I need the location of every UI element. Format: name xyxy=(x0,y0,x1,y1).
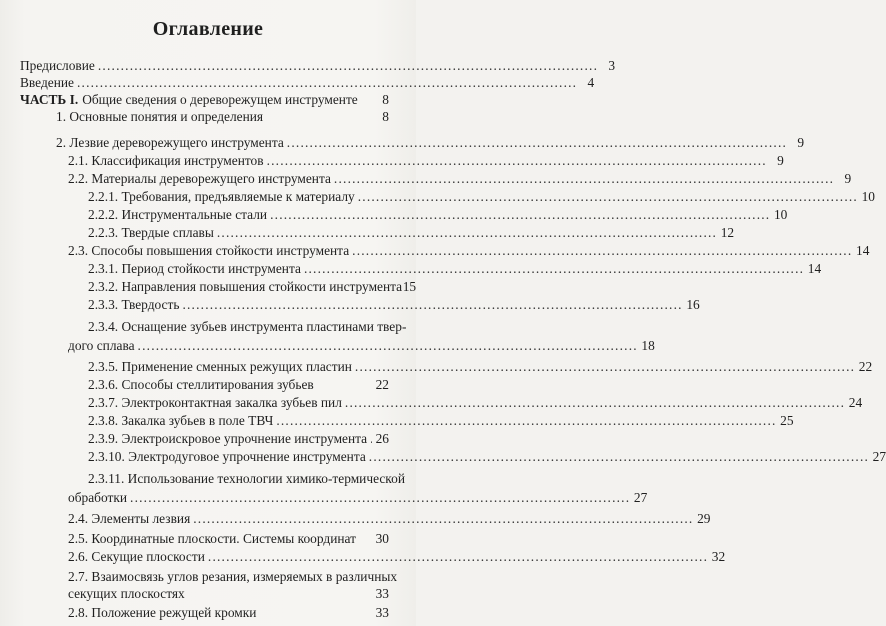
toc-entry[interactable] xyxy=(88,376,389,393)
toc-entry-title: 2.3.8. Закалка зубьев в поле ТВЧ xyxy=(88,413,274,428)
toc-page-number: 12 xyxy=(720,225,735,240)
toc-page-number: 9 xyxy=(844,171,852,186)
toc-leader-dots: .............................................................................................................. xyxy=(333,171,835,186)
toc-leader-dots: .............................................................................................................. xyxy=(303,261,805,276)
toc-leader-dots: .............................................................................................................. xyxy=(352,243,853,258)
toc-entry[interactable] xyxy=(68,548,726,565)
toc-entry[interactable] xyxy=(88,358,873,375)
toc-page-number: 25 xyxy=(780,413,794,428)
toc-entry[interactable] xyxy=(88,206,788,223)
toc-entry[interactable] xyxy=(88,430,389,447)
toc-entry[interactable] xyxy=(88,224,735,241)
toc-leader-dots: .............................................................................................................. xyxy=(207,549,709,564)
toc-entry[interactable] xyxy=(88,412,794,429)
toc-page-number: 15 xyxy=(402,279,417,294)
toc-entry-title: 2.3.6. Способы стеллитирования зубьев xyxy=(88,377,314,392)
toc-entry[interactable] xyxy=(88,394,863,411)
toc-leader-dots: .............................................................................................................. xyxy=(368,449,870,464)
toc-entry-title: 2.3.5. Применение сменных режущих пластин xyxy=(88,359,352,374)
toc-part-heading[interactable] xyxy=(20,91,389,108)
toc-page-number: 24 xyxy=(848,395,863,410)
toc-entry-title: 2.3.3. Твердость xyxy=(88,297,180,312)
toc-entry-title-continued: дого сплава xyxy=(68,338,135,353)
toc-page-number: 4 xyxy=(587,75,595,90)
toc-entry[interactable] xyxy=(68,170,852,187)
toc-entry[interactable] xyxy=(56,108,389,125)
toc-entry-title: 2.4. Элементы лезвия xyxy=(68,511,191,526)
toc-entry[interactable] xyxy=(68,510,711,527)
toc-page-number: 27 xyxy=(872,449,886,464)
toc-leader-dots: .............................................................................................................. xyxy=(266,153,767,168)
toc-entry[interactable] xyxy=(56,134,805,151)
toc-leader-dots: .............................................................................................................. xyxy=(137,338,638,353)
toc-entry-title: 2.8. Положение режущей кромки xyxy=(68,605,257,620)
toc-entry-title: 2.2.2. Инструментальные стали xyxy=(88,207,268,222)
toc-entry-title: 2.6. Секущие плоскости xyxy=(68,549,205,564)
toc-entry-title: Общие сведения о дереворежущем инструменте xyxy=(82,92,358,107)
toc-page-number: 22 xyxy=(375,377,389,392)
toc-page-number: 32 xyxy=(711,549,726,564)
toc-page-number: 10 xyxy=(773,207,788,222)
page-title: Оглавление xyxy=(152,18,264,40)
toc-page-number: 22 xyxy=(858,359,873,374)
toc-entry[interactable] xyxy=(88,296,700,313)
toc-entry-title: 2.3.7. Электроконтактная закалка зубьев пил xyxy=(88,395,342,410)
toc-entry-title: 2.5. Координатные плоскости. Системы координат xyxy=(68,531,356,546)
toc-page-number: 30 xyxy=(375,531,389,546)
toc-entry-title: 1. Основные понятия и определения xyxy=(56,109,264,124)
toc-page-number: 14 xyxy=(856,243,870,258)
toc-entry[interactable] xyxy=(20,57,616,74)
toc-entry[interactable] xyxy=(68,318,655,354)
toc-page-number: 29 xyxy=(697,511,711,526)
toc-leader-dots: .............................................................................................................. xyxy=(270,207,771,222)
toc-entry-title: 2.2. Материалы дереворежущего инструмента xyxy=(68,171,331,186)
toc-entry-title: 2.7. Взаимосвязь углов резания, измеряемых в различных xyxy=(68,569,398,584)
toc-entry-title: Предисловие xyxy=(20,58,95,73)
toc-page-number: 3 xyxy=(608,58,616,73)
toc-entry-title: 2.3.11. Использование технологии химико-термической xyxy=(88,471,405,486)
toc-leader-dots: .............................................................................................................. xyxy=(354,359,856,374)
toc-leader-dots: .............................................................................................................. xyxy=(357,189,858,204)
toc-entry-title: 2. Лезвие дереворежущего инструмента xyxy=(56,135,284,150)
toc-leader-dots: .............................................................................................................. xyxy=(182,297,683,312)
toc-entry[interactable] xyxy=(68,470,648,506)
toc-entry-title: 2.3.1. Период стойкости инструмента xyxy=(88,261,301,276)
toc-page-number: 16 xyxy=(686,297,700,312)
toc-entry-title: Введение xyxy=(20,75,74,90)
toc-entry[interactable] xyxy=(88,260,822,277)
toc-entry-title-continued: секущих плоскостях xyxy=(68,586,185,601)
toc-entry-title: 2.3.2. Направления повышения стойкости инструмента xyxy=(88,279,403,294)
toc-entry-title: 2.2.1. Требования, предъявляемые к материалу xyxy=(88,189,355,204)
toc-leader-dots xyxy=(370,430,372,447)
toc-entry-title-continued: обработки xyxy=(68,490,128,505)
toc-entry-title: 2.2.3. Твердые сплавы xyxy=(88,225,214,240)
toc-entry-title: 2.3.9. Электроискровое упрочнение инструмента xyxy=(88,431,368,446)
toc-page-number: 9 xyxy=(797,135,805,150)
toc-entry[interactable] xyxy=(68,242,870,259)
toc-leader-dots: .............................................................................................................. xyxy=(130,490,631,505)
toc-entry[interactable] xyxy=(88,448,886,465)
toc-entry[interactable] xyxy=(88,278,417,295)
toc-leader-dots: .............................................................................................................. xyxy=(193,511,694,526)
toc-leader-dots: .............................................................................................................. xyxy=(97,58,599,73)
toc-entry-title: 2.3.4. Оснащение зубьев инструмента пластинами твер- xyxy=(88,319,407,334)
toc-page-number: 8 xyxy=(382,109,389,124)
toc-part-label: ЧАСТЬ I. xyxy=(20,92,79,107)
toc-entry[interactable] xyxy=(68,530,389,547)
toc-entry-title: 2.1. Классификация инструментов xyxy=(68,153,264,168)
toc-entry[interactable] xyxy=(88,188,875,205)
toc-leader-dots: .............................................................................................................. xyxy=(344,395,846,410)
toc-page-number: 33 xyxy=(375,586,389,601)
toc-page-number: 9 xyxy=(777,153,784,168)
toc-entry[interactable] xyxy=(20,74,595,91)
toc-entry-title: 2.3.10. Электродуговое упрочнение инструмента xyxy=(88,449,366,464)
toc-leader-dots: .............................................................................................................. xyxy=(216,225,718,240)
toc-page-number: 14 xyxy=(807,261,822,276)
toc-page-number: 8 xyxy=(382,92,389,107)
toc-entry[interactable] xyxy=(68,152,784,169)
toc-page-number: 10 xyxy=(861,189,875,204)
toc-leader-dots: .............................................................................................................. xyxy=(76,75,578,90)
toc-entry-title: 2.3. Способы повышения стойкости инструмента xyxy=(68,243,350,258)
toc-page-number: 18 xyxy=(641,338,655,353)
toc-leader-dots: .............................................................................................................. xyxy=(276,413,777,428)
toc-page-number: 33 xyxy=(375,605,389,620)
toc-page-number: 26 xyxy=(375,431,389,446)
toc-entry[interactable] xyxy=(68,604,389,621)
toc-page-number: 27 xyxy=(633,490,648,505)
toc-leader-dots: .............................................................................................................. xyxy=(286,135,788,150)
toc-entry[interactable] xyxy=(68,568,398,602)
